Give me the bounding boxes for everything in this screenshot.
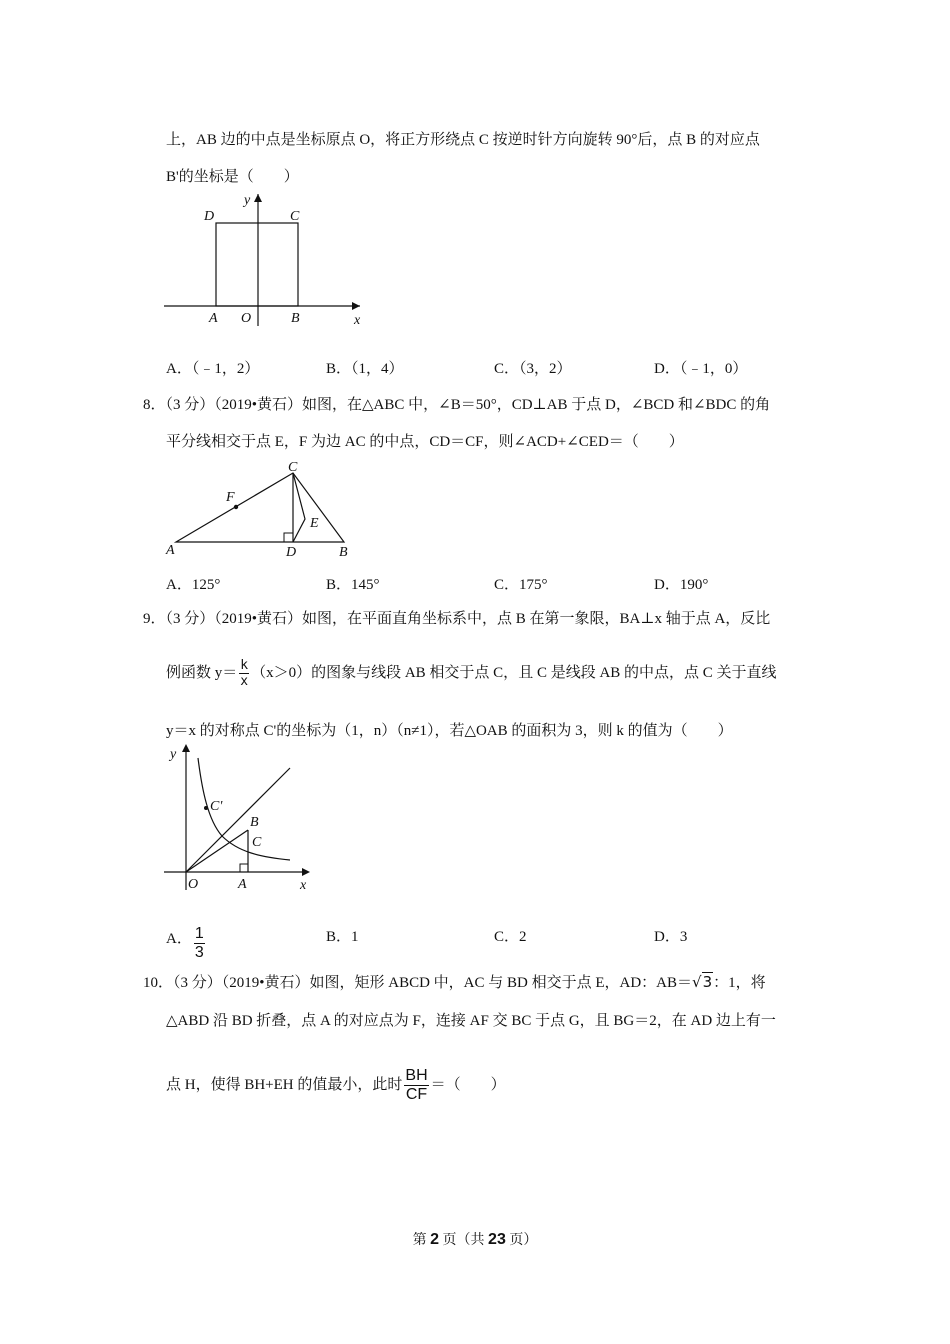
footer-prefix: 第 <box>412 1233 431 1248</box>
q9-option-b[interactable]: B．1 <box>326 929 359 945</box>
label-E: E <box>310 516 319 531</box>
fraction-denominator: 3 <box>194 944 204 961</box>
q8-option-b[interactable]: B．145° <box>326 577 380 593</box>
q7-option-c[interactable]: C．（3，2） <box>494 361 572 377</box>
q7-option-b[interactable]: B．（1，4） <box>326 361 404 377</box>
footer-middle: 页（共 <box>439 1233 489 1248</box>
footer-suffix: 页） <box>505 1233 538 1248</box>
point-C-prime <box>204 806 208 810</box>
q7-option-a[interactable]: A．（﹣1，2） <box>166 361 260 377</box>
label-F: F <box>226 490 235 505</box>
q8-option-a[interactable]: A．125° <box>166 577 221 593</box>
square-ABCD <box>216 223 298 306</box>
label-C: C <box>252 835 262 850</box>
q8-text-line1: 8．（3 分）（2019•黄石）如图，在△ABC 中，∠B＝50°，CD⊥AB 于点 D，∠BCD 和∠BDC 的角 <box>143 397 771 413</box>
q9-text-line1: 9．（3 分）（2019•黄石）如图，在平面直角坐标系中，点 B 在第一象限，BA⊥x 轴于点 A，反比 <box>143 611 771 627</box>
fraction-denominator: x <box>240 674 249 689</box>
q9-option-c[interactable]: C．2 <box>494 929 527 945</box>
q8-text-line2: 平分线相交于点 E，F 为边 AC 的中点，CD＝CF，则∠ACD+∠CED＝（ ） <box>166 434 684 450</box>
label-A: A <box>238 877 247 892</box>
footer-page-number: 2 <box>430 1231 440 1248</box>
segment-OB <box>186 830 248 872</box>
q10-text-line1 <box>143 971 766 992</box>
label-A: A <box>166 543 175 558</box>
q7-options <box>166 357 806 379</box>
q10-text-line1-pre: 10．（3 分）（2019•黄石）如图，矩形 ABCD 中，AC 与 BD 相交于点 E，AD：AB＝ <box>143 975 693 991</box>
sqrt-radicand: 3 <box>702 973 713 991</box>
y-axis-arrow-icon <box>182 744 190 752</box>
q9-option-d[interactable]: D．3 <box>654 929 688 945</box>
label-D: D <box>286 545 297 560</box>
q9-text-line3: y＝x 的对称点 C'的坐标为（1，n）（n≠1），若△OAB 的面积为 3，则 k 的值为（ ） <box>166 723 733 739</box>
label-y: y <box>244 193 251 208</box>
fraction-BH-over-CF <box>404 1067 428 1104</box>
triangle-ABC <box>176 473 344 542</box>
q7-text-line2: B'的坐标是（ ） <box>166 169 299 185</box>
label-B: B <box>291 311 300 326</box>
q8-option-d[interactable]: D．190° <box>654 577 709 593</box>
label-C: C <box>290 209 300 224</box>
q9-text-line2-post: （x＞0）的图象与线段 AB 相交于点 C，且 C 是线段 AB 的中点，点 C 关于直线 <box>251 664 777 681</box>
y-axis-arrow-icon <box>254 194 262 202</box>
page-footer <box>0 1229 950 1249</box>
q10-text-line3 <box>166 1067 506 1104</box>
fraction-k-over-x <box>239 658 249 689</box>
x-axis-arrow-icon <box>302 868 310 876</box>
q9-options <box>166 912 806 961</box>
fraction-denominator: CF <box>405 1086 428 1103</box>
label-y: y <box>170 747 177 762</box>
fraction-numerator: 1 <box>194 925 204 942</box>
label-O: O <box>241 311 252 326</box>
label-C: C <box>288 460 298 475</box>
label-C-prime: C' <box>210 799 223 814</box>
label-x: x <box>354 313 361 328</box>
q10-text-line3-pre: 点 H，使得 BH+EH 的值最小，此时 <box>166 1076 403 1093</box>
q7-text-line1: 上，AB 边的中点是坐标原点 O，将正方形绕点 C 按逆时针方向旋转 90°后，点 B 的对应点 <box>166 132 760 148</box>
q8-triangle-figure <box>160 455 360 560</box>
q7-option-d[interactable]: D．（﹣1，0） <box>654 361 748 377</box>
label-x: x <box>300 878 307 893</box>
fraction-numerator: k <box>240 658 249 673</box>
q8-options <box>166 573 806 595</box>
label-O: O <box>188 877 199 892</box>
fraction-one-third <box>194 925 205 962</box>
q9-option-a[interactable] <box>166 925 207 962</box>
point-F <box>234 505 238 509</box>
q9-text-line2 <box>166 658 777 689</box>
label-D: D <box>204 209 215 224</box>
footer-total-pages: 23 <box>488 1231 506 1248</box>
q7-figure-square-on-axes <box>160 188 370 330</box>
q9-text-line2-pre: 例函数 y＝ <box>166 664 238 681</box>
segments-CE-ED <box>293 473 305 542</box>
label-A: A <box>209 311 218 326</box>
sqrt-sign: √ <box>692 973 702 991</box>
x-axis-arrow-icon <box>352 302 360 310</box>
q10-text-line2: △ABD 沿 BD 折叠，点 A 的对应点为 F，连接 AF 交 BC 于点 G，且 BG＝2，在 AD 边上有一 <box>166 1013 776 1029</box>
q9-coordinate-figure <box>160 740 320 896</box>
fraction-numerator: BH <box>405 1067 428 1084</box>
right-angle-mark <box>240 864 248 872</box>
right-angle-mark <box>284 533 293 542</box>
label-B: B <box>250 815 259 830</box>
sqrt-three <box>692 972 713 991</box>
q10-text-line1-post: ：1，将 <box>713 975 766 991</box>
q10-text-line3-post: ＝（ ） <box>430 1076 506 1093</box>
label-B: B <box>339 545 348 560</box>
q8-option-c[interactable]: C．175° <box>494 577 548 593</box>
q9-option-a-prefix: A． <box>166 931 192 947</box>
